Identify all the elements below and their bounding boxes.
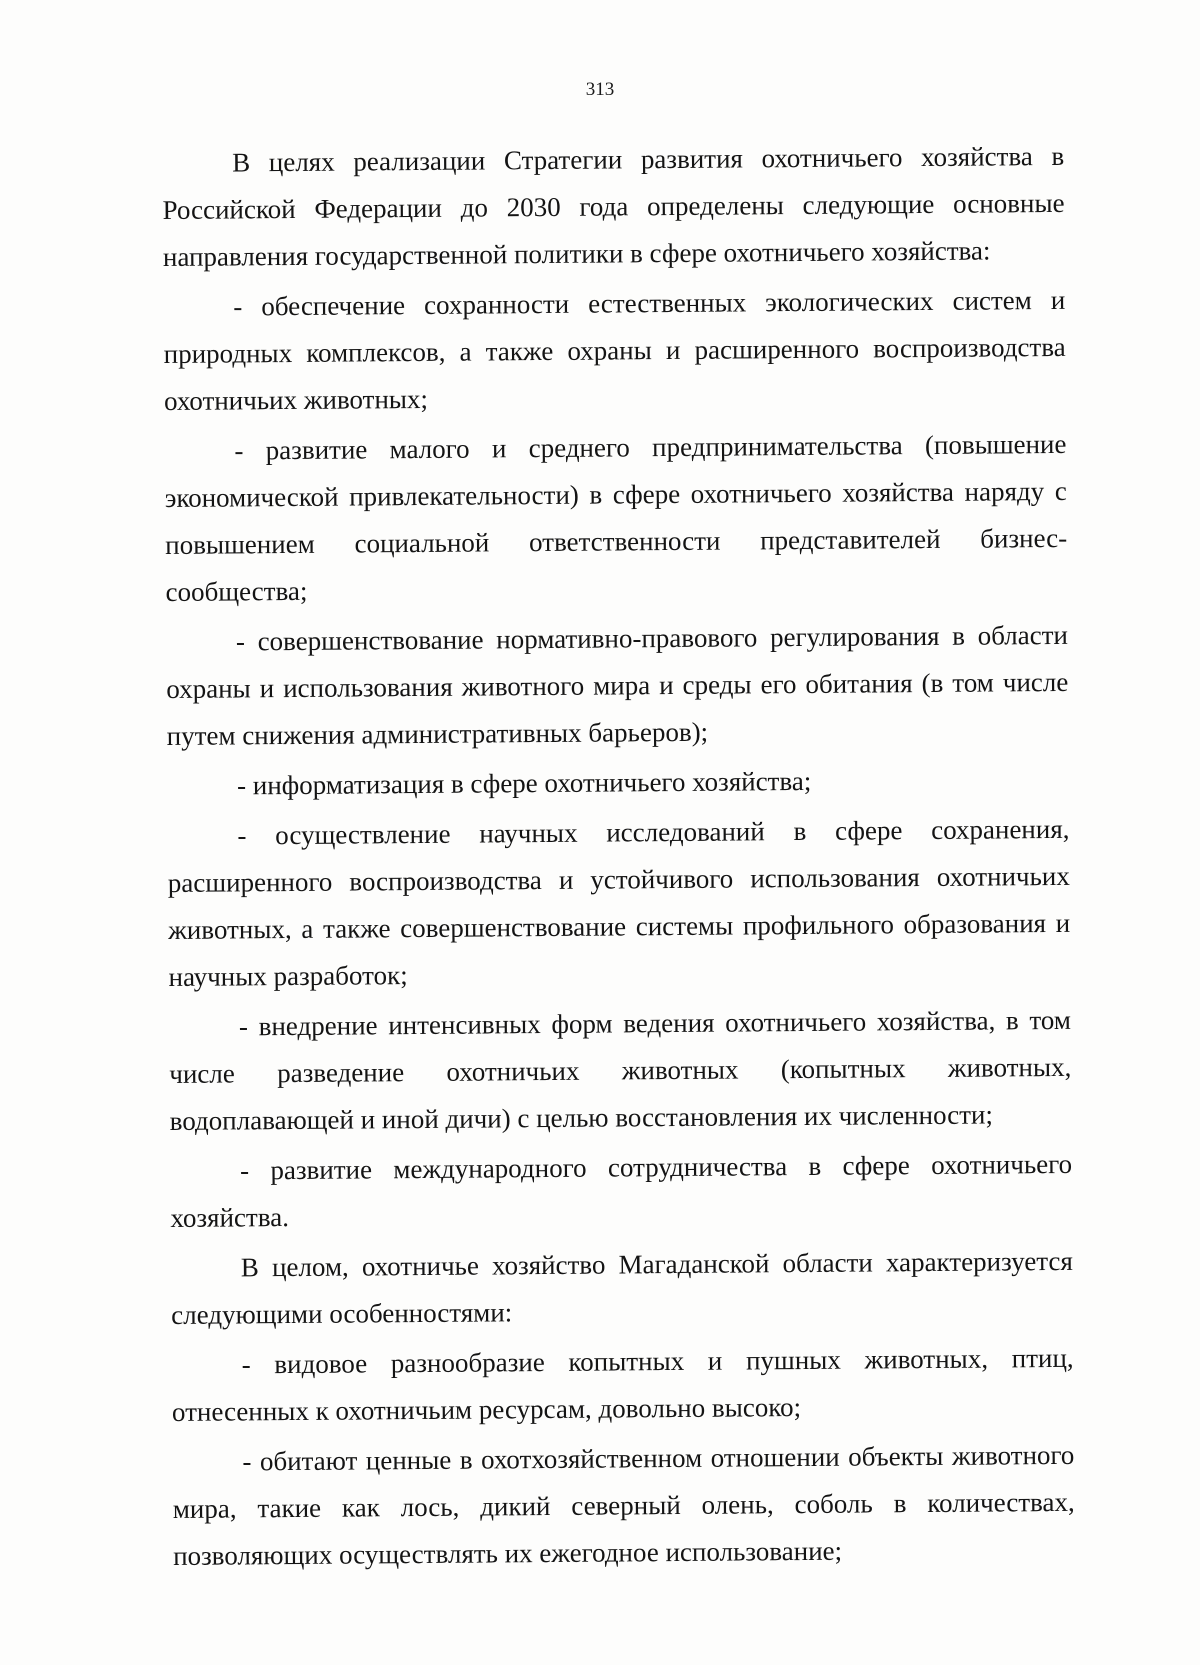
list-item-research: - осуществление научных исследований в сфере сохранения, расширенного воспроизводства и устойчивого использования охотничьих животных, а также совершенствование системы профильного образования и научных разработок; bbox=[167, 813, 1071, 992]
paragraph-features-intro: В целом, охотничье хозяйство Магаданской области характеризуется следующими особенностями: bbox=[171, 1245, 1073, 1330]
list-item-ecosystems: - обеспечение сохранности естественных экологических систем и природных комплексов, а также охраны и расширенного воспроизводства охотничьих животных; bbox=[163, 284, 1066, 416]
list-item-diversity: - видовое разнообразие копытных и пушных животных, птиц, отнесенных к охотничьим ресурсам, довольно высоко; bbox=[171, 1342, 1074, 1427]
list-item-valuable-species: - обитают ценные в охотхозяйственном отношении объекты животного мира, такие как лось, дикий северный олень, соболь в количествах, позволяющих осуществлять их ежегодное использование; bbox=[172, 1439, 1075, 1571]
list-item-intensive-forms: - внедрение интенсивных форм ведения охотничьего хозяйства, в том числе разведение охотничьих животных (копытных животных, водоплавающей и иной дичи) с целью восстановления их численности; bbox=[169, 1004, 1072, 1136]
page-number: 313 bbox=[585, 79, 615, 100]
paragraph-intro: В целях реализации Стратегии развития охотничьего хозяйства в Российской Федерации до 2030 года определены следующие основные направления государственной политики в сфере охотничьего хозяйства: bbox=[162, 140, 1065, 272]
list-item-informatization: - информатизация в сфере охотничьего хозяйства; bbox=[236, 765, 812, 801]
document-body bbox=[162, 133, 1075, 1580]
list-item-business: - развитие малого и среднего предпринимательства (повышение экономической привлекательности) в сфере охотничьего хозяйства наряду с повышением социальной ответственности представителей бизнес-сообщества; bbox=[164, 428, 1068, 607]
list-item-regulation: - совершенствование нормативно-правового регулирования в области охраны и использования животного мира и среды его обитания (в том числе путем снижения административных барьеров); bbox=[166, 619, 1069, 751]
list-item-international: - развитие международного сотрудничества в сфере охотничьего хозяйства. bbox=[170, 1148, 1073, 1233]
